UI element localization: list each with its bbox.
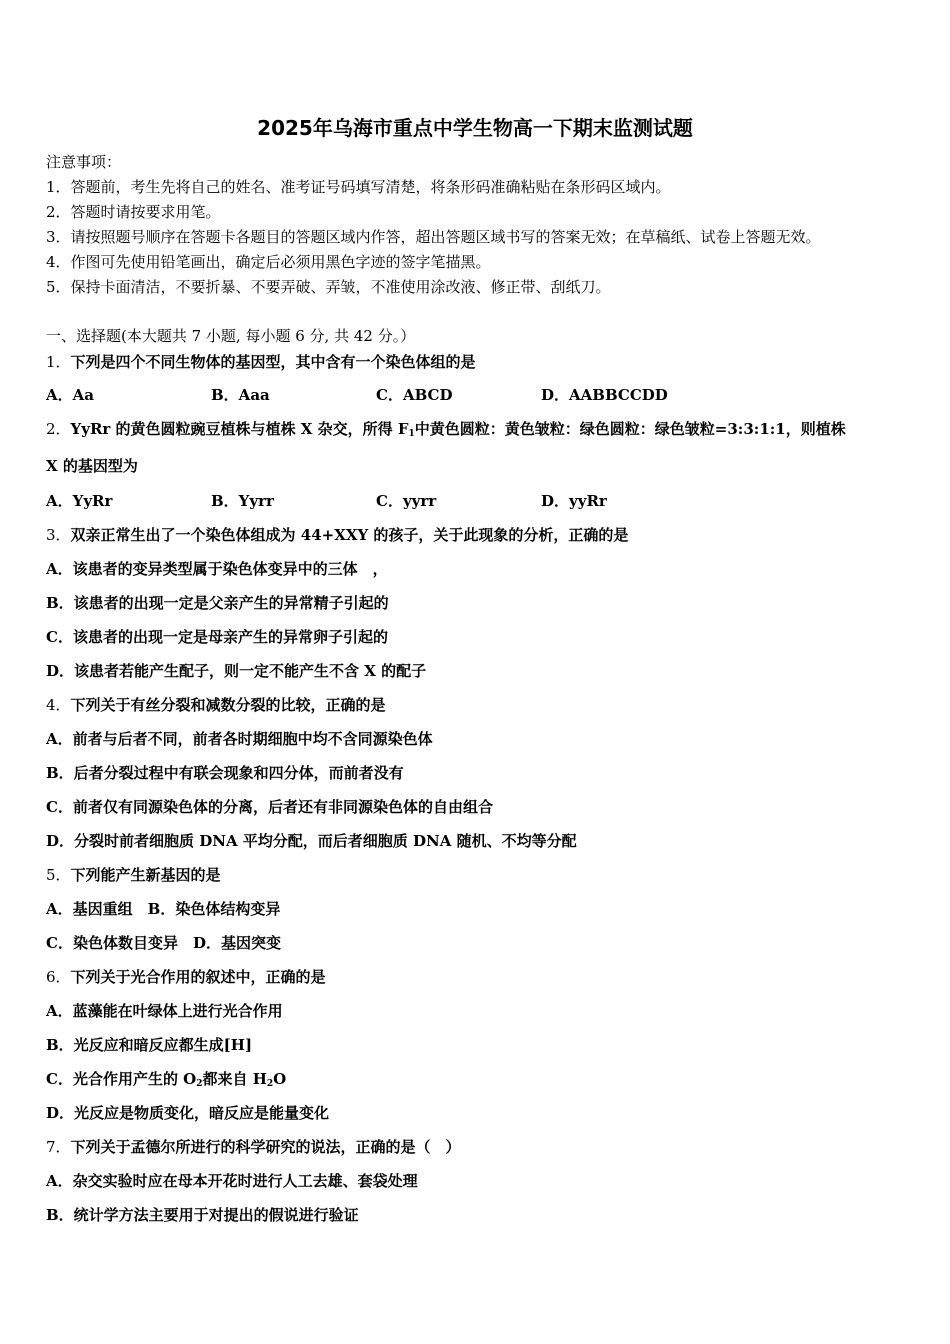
question-number: 7．	[46, 1138, 71, 1156]
question-number: 3．	[46, 526, 71, 544]
page-title: 2025年乌海市重点中学生物高一下期末监测试题	[257, 116, 693, 140]
question-text: 下列关于光合作用的叙述中，正确的是	[70, 968, 326, 986]
option-c	[46, 1069, 286, 1094]
option-a: A．Aa	[46, 386, 94, 404]
option-row: C．染色体数目变异 D．基因突变	[46, 934, 281, 952]
question-text: 下列是四个不同生物体的基因型，其中含有一个染色体组的是	[70, 353, 476, 371]
question-7	[46, 1137, 461, 1157]
option-b: B．统计学方法主要用于对提出的假说进行验证	[46, 1206, 359, 1224]
question-text: 下列能产生新基因的是	[70, 866, 221, 884]
question-3	[46, 525, 628, 545]
notice-item: 3．请按照题号顺序在答题卡各题目的答题区域内作答，超出答题区域书写的答案无效；在草稿纸、试卷上答题无效。	[46, 228, 821, 246]
question-6	[46, 967, 326, 987]
option-c: C．yyrr	[376, 492, 437, 510]
notice-item: 2．答题时请按要求用笔。	[46, 203, 221, 221]
option-d: D．AABBCCDD	[541, 386, 668, 404]
notice-heading: 注意事项：	[46, 153, 122, 171]
question-number: 2．	[46, 420, 71, 438]
option-d: D．分裂时前者细胞质 DNA 平均分配，而后者细胞质 DNA 随机、不均等分配	[46, 832, 577, 850]
subscript: 2	[196, 1079, 203, 1089]
option-a: A．前者与后者不同，前者各时期细胞中均不含同源染色体	[46, 730, 433, 748]
option-d: D．该患者若能产生配子，则一定不能产生不含 X 的配子	[46, 662, 427, 680]
option-a: A．蓝藻能在叶绿体上进行光合作用	[46, 1002, 283, 1020]
option-d: D．yyRr	[541, 492, 607, 510]
question-2	[46, 419, 846, 444]
option-b: B．该患者的出现一定是父亲产生的异常精子引起的	[46, 594, 389, 612]
notice-item: 5．保持卡面清洁，不要折暴、不要弄破、弄皱，不准使用涂改液、修正带、刮纸刀。	[46, 278, 611, 296]
option-a: A．杂交实验时应在母本开花时进行人工去雄、套袋处理	[46, 1172, 418, 1190]
question-number: 4．	[46, 696, 71, 714]
question-2-continued: X 的基因型为	[46, 457, 138, 475]
notice-item: 1．答题前，考生先将自己的姓名、准考证号码填写清楚，将条形码准确粘贴在条形码区域内。	[46, 178, 671, 196]
question-number: 1．	[46, 353, 71, 371]
subscript: 1	[408, 429, 415, 439]
option-c: C．前者仅有同源染色体的分离，后者还有非同源染色体的自由组合	[46, 798, 493, 816]
question-text: 中黄色圆粒：黄色皱粒：绿色圆粒：绿色皱粒=3:3:1:1，则植株	[414, 420, 846, 438]
notice-item: 4．作图可先使用铅笔画出，确定后必须用黑色字迹的签字笔描黑。	[46, 253, 491, 271]
subscript: 2	[266, 1079, 274, 1089]
option-b: B．后者分裂过程中有联会现象和四分体，而前者没有	[46, 764, 404, 782]
option-text: O	[273, 1070, 287, 1088]
question-number: 6．	[46, 968, 71, 986]
question-5	[46, 865, 221, 885]
option-b: B．光反应和暗反应都生成[H]	[46, 1036, 253, 1054]
question-text: 双亲正常生出了一个染色体组成为 44+XXY 的孩子，关于此现象的分析，正确的是	[70, 526, 629, 544]
option-text: 都来自 H	[202, 1070, 267, 1088]
option-d: D．光反应是物质变化，暗反应是能量变化	[46, 1104, 330, 1122]
option-text: C．光合作用产生的 O	[46, 1070, 197, 1088]
question-text: YyRr 的黄色圆粒豌豆植株与植株 X 杂交，所得 F	[70, 420, 409, 438]
option-c: C．该患者的出现一定是母亲产生的异常卵子引起的	[46, 628, 388, 646]
option-b: B．Aaa	[211, 386, 270, 404]
option-a: A．YyRr	[46, 492, 113, 510]
option-c: C．ABCD	[376, 386, 453, 404]
section-heading: 一、选择题(本大题共 7 小题, 每小题 6 分, 共 42 分。）	[46, 327, 416, 345]
option-row: A．基因重组 B．染色体结构变异	[46, 900, 281, 918]
question-4	[46, 695, 386, 715]
question-number: 5．	[46, 866, 71, 884]
question-text: 下列关于孟德尔所进行的科学研究的说法，正确的是（ ）	[70, 1138, 461, 1156]
option-b: B．Yyrr	[211, 492, 274, 510]
question-text: 下列关于有丝分裂和减数分裂的比较，正确的是	[70, 696, 386, 714]
question-1	[46, 352, 476, 372]
option-a: A．该患者的变异类型属于染色体变异中的三体 ，	[46, 560, 388, 578]
